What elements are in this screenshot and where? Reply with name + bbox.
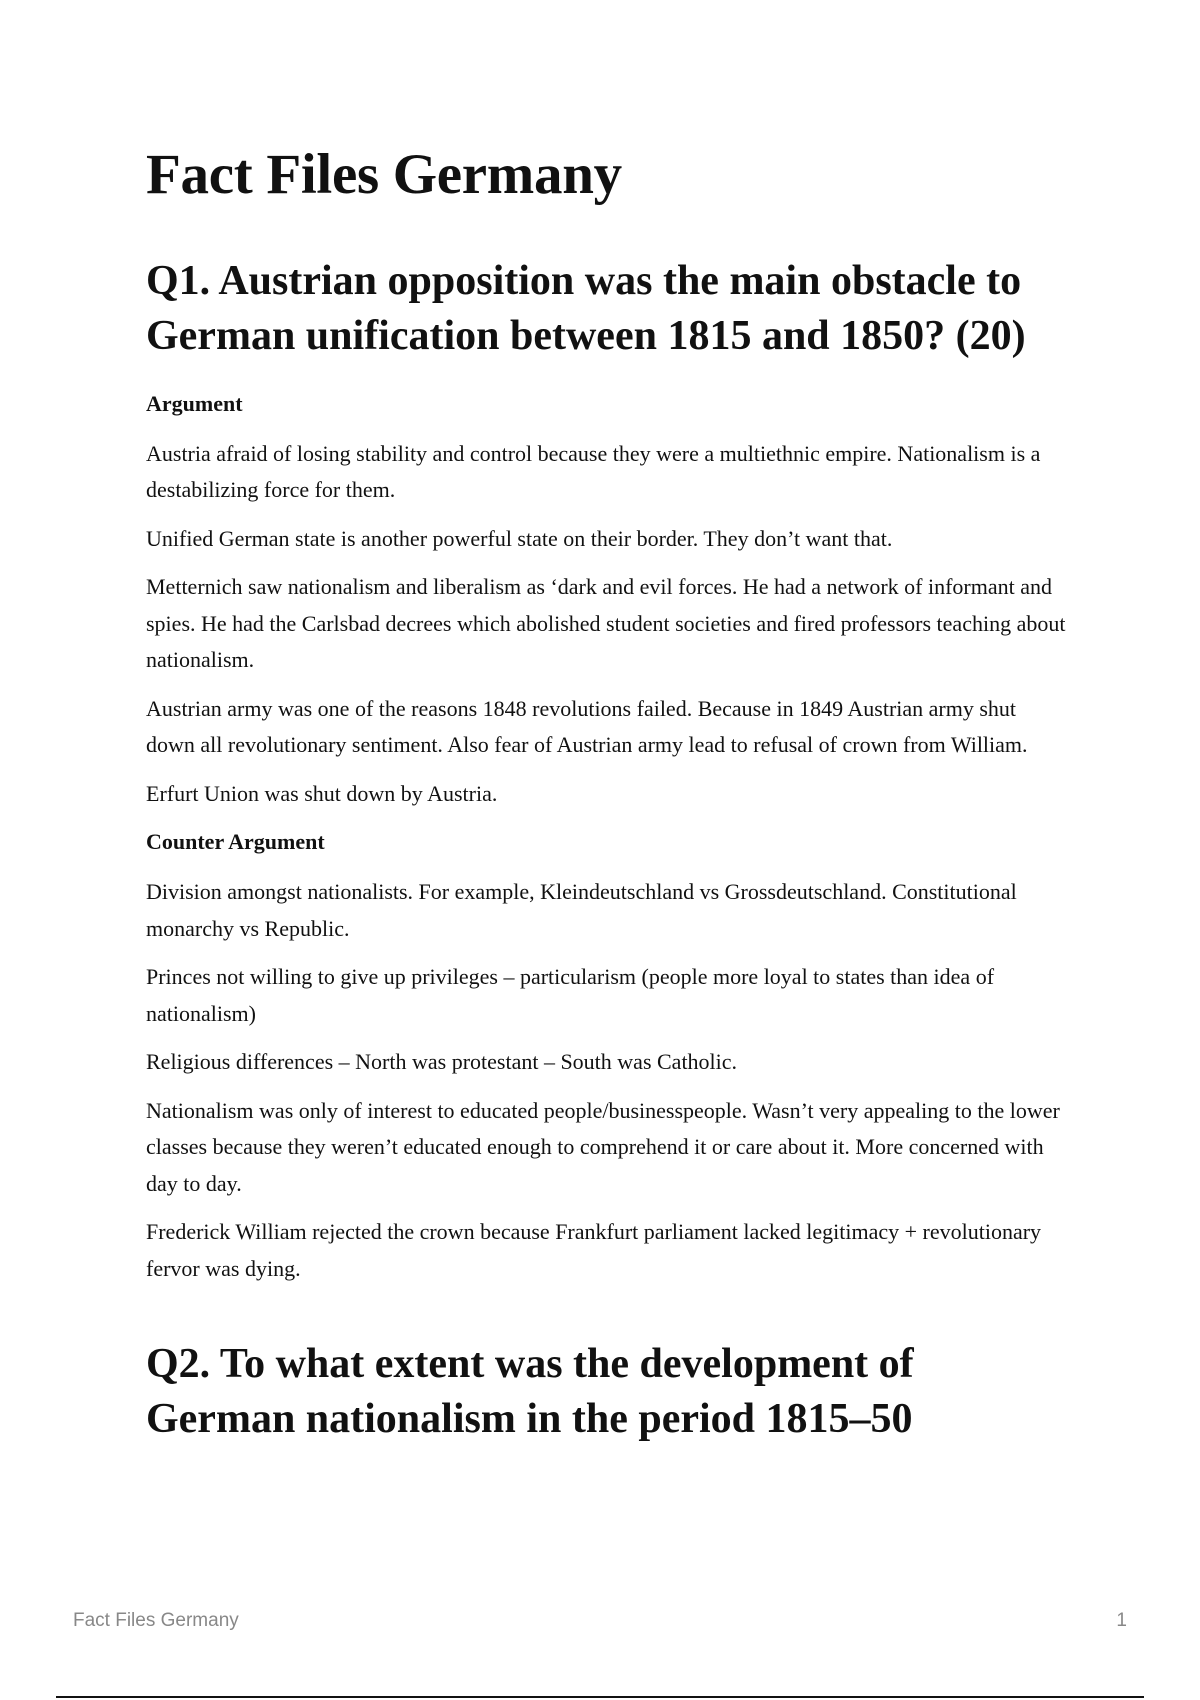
counter-argument-paragraph: Division amongst nationalists. For example, Kleindeutschland vs Grossdeutschland. Constitutional monarchy vs Republic. bbox=[146, 879, 1017, 941]
argument-paragraph: Austrian army was one of the reasons 1848 revolutions failed. Because in 1849 Austrian army shut down all revolutionary sentiment. Also fear of Austrian army lead to refusal of crown from William. bbox=[146, 695, 1028, 758]
counter-argument-subheading: Counter Argument bbox=[146, 829, 325, 855]
counter-argument-paragraph: Religious differences – North was protestant – South was Catholic. bbox=[146, 1049, 738, 1075]
footer-document-title: Fact Files Germany bbox=[73, 1610, 239, 1631]
footer-page-number: 1 bbox=[1116, 1610, 1127, 1631]
bottom-divider bbox=[56, 1696, 1144, 1698]
document-title: Fact Files Germany bbox=[146, 143, 622, 206]
argument-paragraph: Erfurt Union was shut down by Austria. bbox=[146, 780, 498, 806]
question-2-heading: Q2. To what extent was the development of German nationalism in the period 1815–50 bbox=[146, 1341, 914, 1443]
argument-paragraph: Austria afraid of losing stability and control because they were a multiethnic empire. Nationalism is a destabilizing force for them. bbox=[146, 440, 1041, 503]
question-1-heading: Q1. Austrian opposition was the main obstacle to German unification between 1815 and 1850? (20) bbox=[146, 257, 1026, 359]
page-content bbox=[146, 142, 1066, 1469]
counter-argument-paragraph: Princes not willing to give up privileges – particularism (people more loyal to states than idea of nationalism) bbox=[146, 964, 995, 1026]
argument-subheading: Argument bbox=[146, 390, 243, 416]
argument-paragraph: Unified German state is another powerful state on their border. They don’t want that. bbox=[146, 525, 893, 551]
argument-paragraph: Metternich saw nationalism and liberalism as ‘dark and evil forces. He had a network of informant and spies. He had the Carlsbad decrees which abolished student societies and fired professors teaching about nationalism. bbox=[146, 574, 1066, 673]
counter-argument-paragraph: Nationalism was only of interest to educated people/businesspeople. Wasn’t very appealing to the lower classes because they weren’t educated enough to comprehend it or care about it. More concerned with day to day. bbox=[146, 1097, 1060, 1196]
counter-argument-paragraph: Frederick William rejected the crown because Frankfurt parliament lacked legitimacy + revolutionary fervor was dying. bbox=[146, 1219, 1042, 1281]
